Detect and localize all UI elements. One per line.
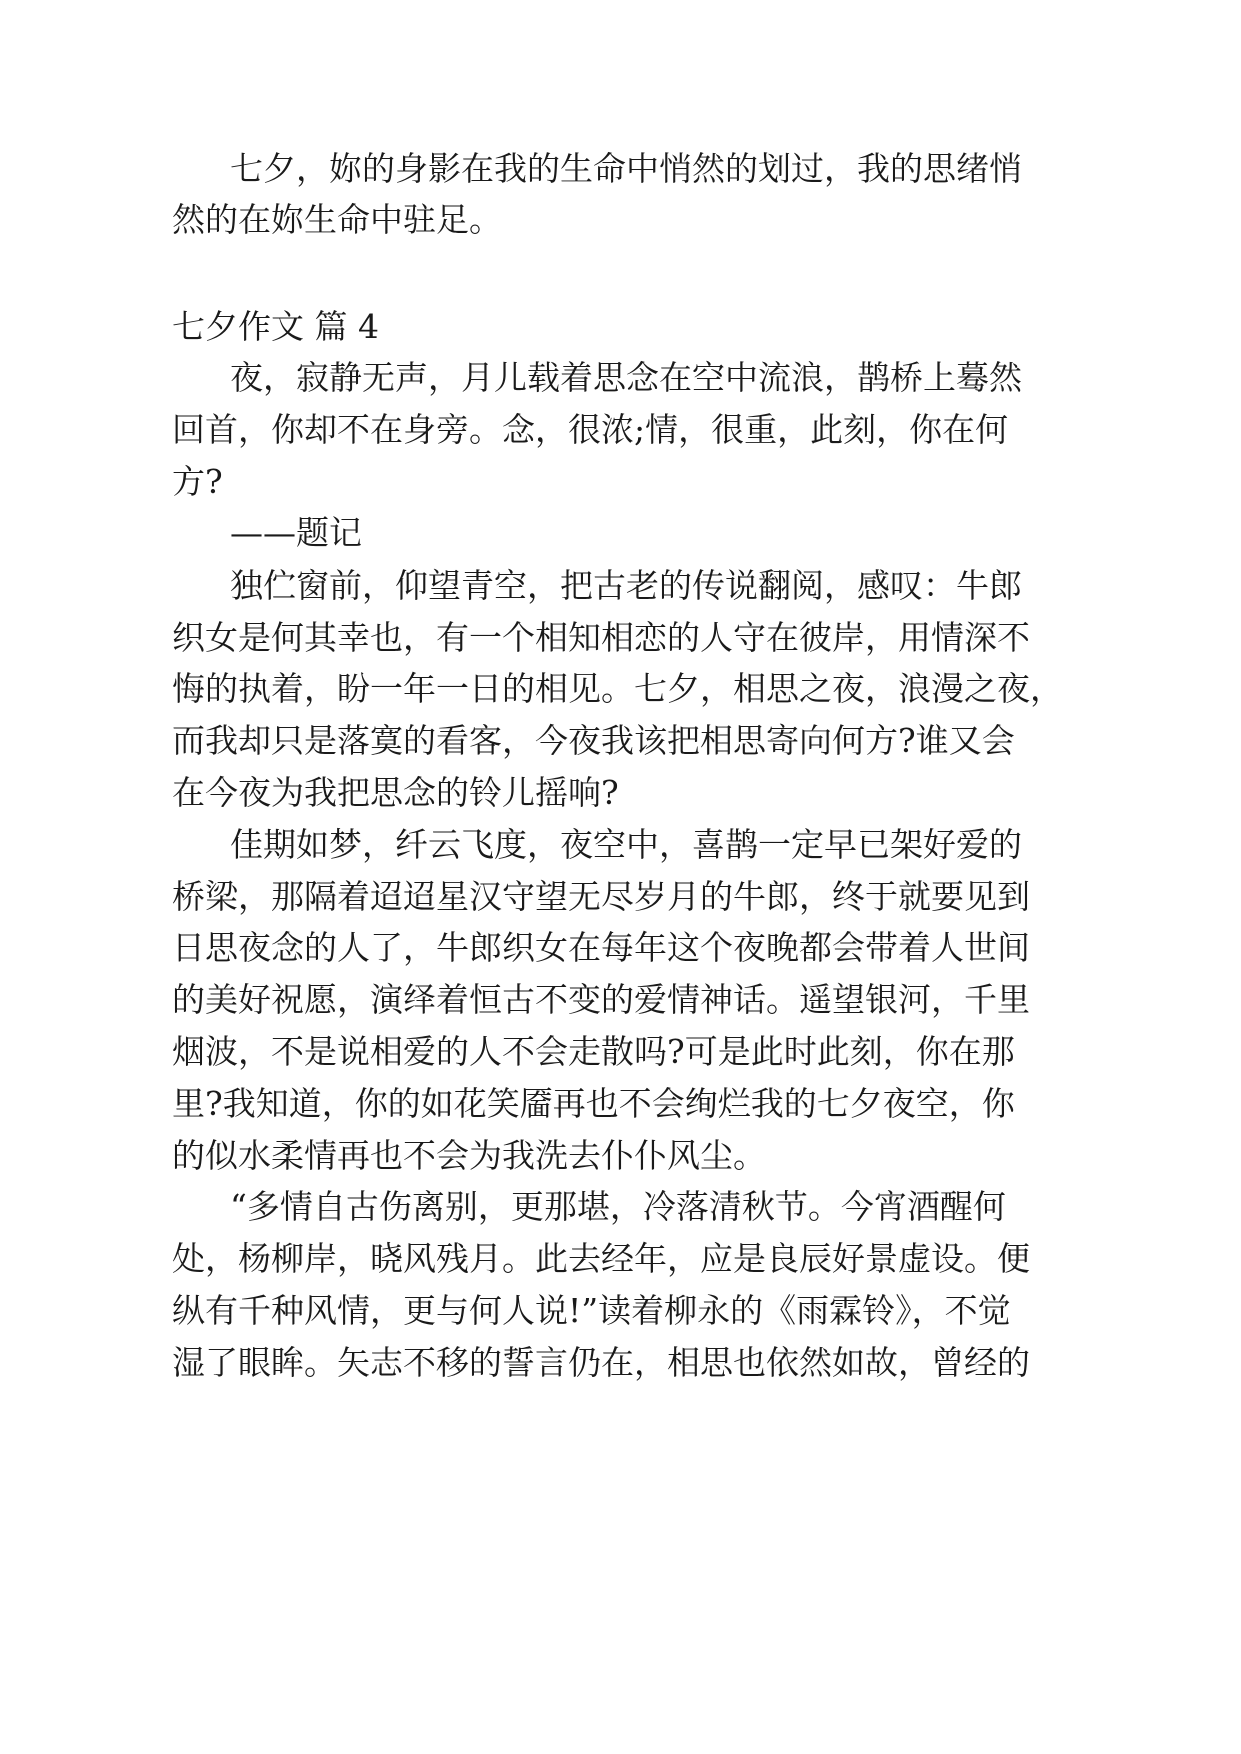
paragraph-4-line-6: 里?我知道，你的如花笑靥再也不会绚烂我的七夕夜空，你 xyxy=(172,1084,1015,1123)
inscription: ——题记 xyxy=(230,513,362,552)
paragraph-3-line-3: 悔的执着，盼一年一日的相见。七夕，相思之夜，浪漫之夜， xyxy=(172,669,1063,708)
paragraph-3-line-2: 织女是何其幸也，有一个相知相恋的人守在彼岸，用情深不 xyxy=(172,618,1030,657)
paragraph-4-line-4: 的美好祝愿，演绎着恒古不变的爱情神话。遥望银河，千里 xyxy=(172,980,1030,1019)
paragraph-2-line-3: 方? xyxy=(172,462,223,501)
paragraph-1-line-2: 然的在妳生命中驻足。 xyxy=(172,200,502,239)
paragraph-5-line-4: 湿了眼眸。矢志不移的誓言仍在，相思也依然如故，曾经的 xyxy=(172,1343,1030,1382)
section-heading: 七夕作文 篇 4 xyxy=(172,307,379,346)
paragraph-5-line-2: 处，杨柳岸，晓风残月。此去经年，应是良辰好景虚设。便 xyxy=(172,1239,1030,1278)
paragraph-4-line-2: 桥梁，那隔着迢迢星汉守望无尽岁月的牛郎，终于就要见到 xyxy=(172,877,1030,916)
paragraph-3-line-4: 而我却只是落寞的看客，今夜我该把相思寄向何方?谁又会 xyxy=(172,721,1015,760)
paragraph-3-line-5: 在今夜为我把思念的铃儿摇响? xyxy=(172,773,619,812)
paragraph-4-line-1: 佳期如梦，纤云飞度，夜空中，喜鹊一定早已架好爱的 xyxy=(230,825,1022,864)
paragraph-2-line-2: 回首，你却不在身旁。念，很浓;情，很重，此刻，你在何 xyxy=(172,410,1009,449)
paragraph-5-line-3: 纵有千种风情，更与何人说!”读着柳永的《雨霖铃》，不觉 xyxy=(172,1291,1011,1330)
paragraph-5-line-1: “多情自古伤离别，更那堪，冷落清秋节。今宵酒醒何 xyxy=(230,1187,1006,1226)
paragraph-4-line-5: 烟波，不是说相爱的人不会走散吗?可是此时此刻，你在那 xyxy=(172,1032,1015,1071)
paragraph-4-line-7: 的似水柔情再也不会为我洗去仆仆风尘。 xyxy=(172,1136,766,1175)
paragraph-2-line-1: 夜，寂静无声，月儿载着思念在空中流浪，鹊桥上蓦然 xyxy=(230,358,1022,397)
paragraph-4-line-3: 日思夜念的人了，牛郎织女在每年这个夜晚都会带着人世间 xyxy=(172,928,1030,967)
paragraph-1-line-1: 七夕，妳的身影在我的生命中悄然的划过，我的思绪悄 xyxy=(230,149,1022,188)
paragraph-3-line-1: 独伫窗前，仰望青空，把古老的传说翻阅，感叹：牛郎 xyxy=(230,566,1022,605)
